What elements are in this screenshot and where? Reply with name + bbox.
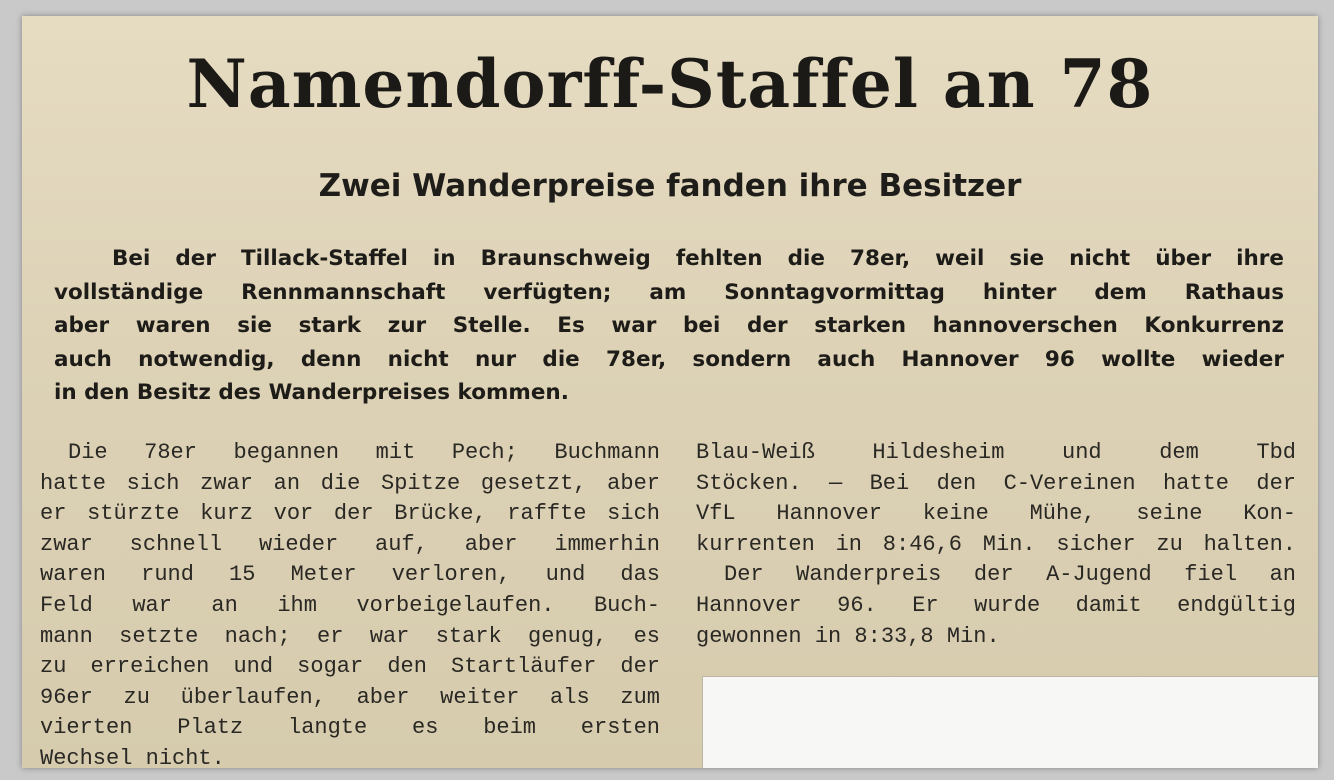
body-line: hatte sich zwar an die Spitze gesetzt, aber — [40, 470, 660, 496]
body-line: zwar schnell wieder auf, aber immerhin — [40, 531, 660, 557]
body-line: VfL Hannover keine Mühe, seine Kon- — [696, 501, 1296, 527]
lead-paragraph — [54, 242, 1284, 410]
lead-line: aber waren sie stark zur Stelle. Es war bei der starken hannoverschen Konkurrenz — [54, 313, 1284, 338]
body-line: Der Wanderpreis der A-Jugend fiel an — [724, 562, 1296, 588]
body-line: Feld war an ihm vorbeigelaufen. Buch- — [40, 592, 660, 618]
body-line: Hannover 96. Er wurde damit endgültig — [696, 592, 1296, 618]
body-line: gewonnen in 8:33,8 Min. — [696, 623, 1000, 649]
body-line: mann setzte nach; er war stark genug, es — [40, 623, 660, 649]
body-line: kurrenten in 8:46,6 Min. sicher zu halten. — [696, 531, 1296, 557]
lead-line: in den Besitz des Wanderpreises kommen. — [54, 380, 569, 405]
lead-line: auch notwendig, denn nicht nur die 78er, sondern auch Hannover 96 wollte wieder — [54, 346, 1284, 372]
body-line: waren rund 15 Meter verloren, und das — [40, 562, 660, 588]
torn-corner-cutout — [702, 676, 1318, 768]
body-line: zu erreichen und sogar den Startläufer der — [40, 654, 660, 680]
newspaper-clipping — [22, 16, 1318, 768]
body-column-left — [40, 438, 660, 768]
body-line: Wechsel nicht. — [40, 745, 225, 768]
lead-line: Bei der Tillack-Staffel in Braunschweig fehlten die 78er, weil sie nicht über ihre — [112, 246, 1284, 271]
body-line: er stürzte kurz vor der Brücke, raffte sich — [40, 501, 660, 527]
body-line: Die 78er begannen mit Pech; Buchmann — [68, 440, 660, 465]
subheadline: Zwei Wanderpreise fanden ihre Besitzer — [318, 168, 1022, 204]
lead-line: vollständige Rennmannschaft verfügten; am Sonntagvormittag hinter dem Rathaus — [54, 279, 1284, 305]
body-line: 96er zu überlaufen, aber weiter als zum — [40, 684, 660, 710]
headline: Namendorff-Staffel an 78 — [186, 45, 1154, 123]
body-line: Stöcken. — Bei den C-Vereinen hatte der — [696, 470, 1296, 496]
body-line: Blau-Weiß Hildesheim und dem Tbd — [696, 440, 1296, 465]
body-line: vierten Platz langte es beim ersten — [40, 715, 660, 741]
body-column-right — [696, 438, 1296, 652]
